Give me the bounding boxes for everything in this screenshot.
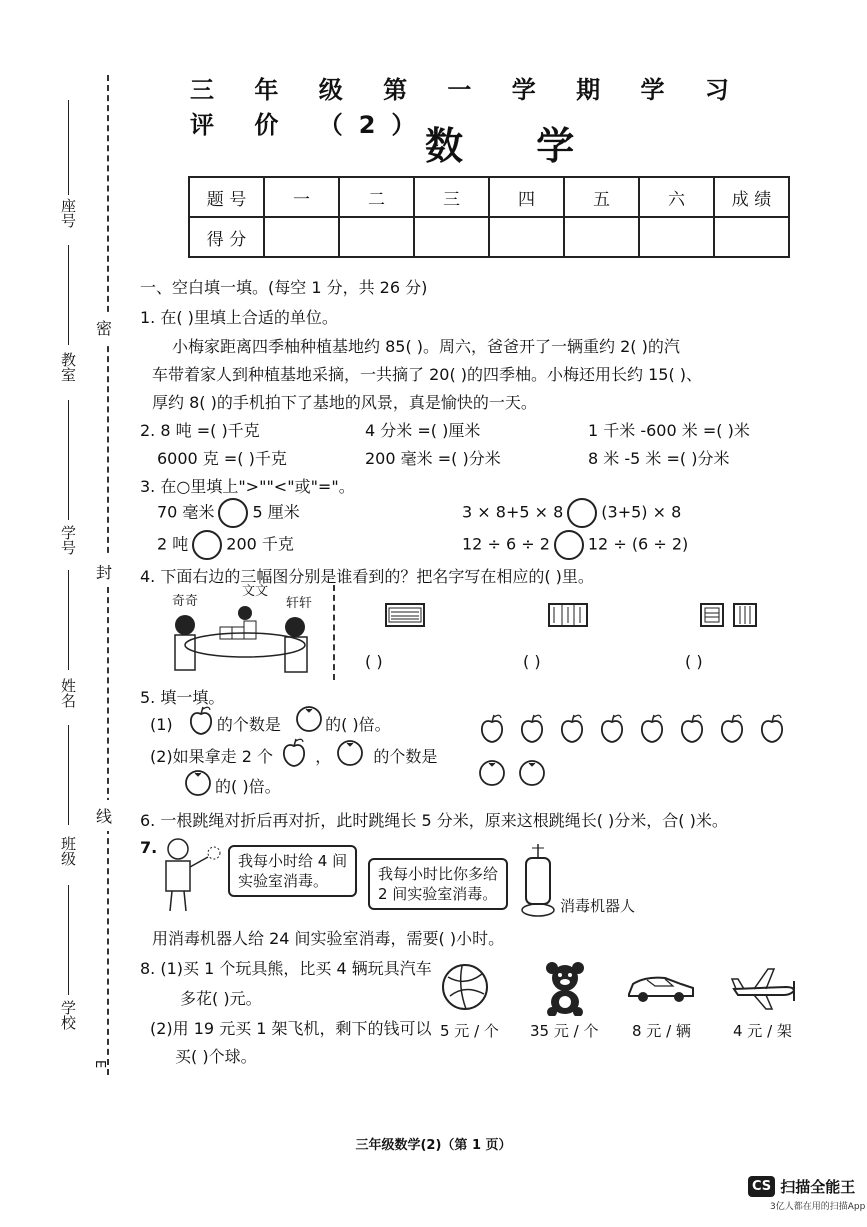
subject-title: 数 学 (425, 124, 605, 168)
q7-robot-label: 消毒机器人 (560, 897, 636, 915)
apple-icon (722, 715, 742, 742)
q4-name-xuanxuan: 轩轩 (286, 596, 313, 611)
orange-icon (186, 771, 210, 795)
q4-stem: 4. 下面右边的三幅图分别是谁看到的？把名字写在相应的( )里。 (140, 567, 594, 586)
apple-icon (762, 715, 782, 742)
q3-c-left: 2 吨 (157, 534, 189, 554)
q3-b-left: 3 × 8+5 × 8 (462, 502, 564, 522)
toy-car-icon (625, 970, 697, 1006)
q2-f: 8 米 -5 米 =( )分米 (588, 449, 730, 468)
q7-question: 用消毒机器人给 24 间实验室消毒，需要( )小时。 (152, 929, 505, 948)
seal-mark-2: 封 (96, 556, 112, 587)
ball-icon (440, 962, 490, 1012)
q2-c: 1 千米 -600 米 =( )米 (588, 421, 750, 440)
q3-a-left: 70 毫米 (157, 502, 215, 522)
score-cell: 四 (489, 177, 564, 217)
apple-icon (562, 715, 582, 742)
price-ball: 5 元 / 个 (440, 1022, 499, 1040)
margin-label-name: 姓名 (59, 678, 77, 708)
q5-p2-text-a: (2)如果拿走 2 个 (150, 747, 274, 766)
q5-p1-text: 的个数是 (216, 715, 281, 734)
margin-label-seat: 座号 (59, 198, 77, 228)
q5-p2-comma: ， (315, 747, 332, 766)
q3-d-right: 12 ÷ (6 ÷ 2) (587, 534, 689, 554)
q7-bubble-robot (368, 858, 508, 910)
q2-b: 4 分米 =( )厘米 (365, 421, 481, 440)
q4-answer-2[interactable]: ( ) (523, 652, 541, 671)
q7-bubble2-line2: 2 间实验室消毒。 (378, 885, 498, 903)
score-cell: 一 (264, 177, 339, 217)
q4-answer-3[interactable]: ( ) (685, 652, 703, 671)
seal-mark-3: 线 (96, 800, 112, 831)
q3-b-right: (3+5) × 8 (601, 502, 682, 522)
orange-icon (297, 707, 321, 731)
apple-icon (191, 707, 211, 734)
q2-d: 6000 克 =( )千克 (157, 449, 287, 468)
margin-label-student-id: 学号 (59, 525, 77, 555)
orange-icon (480, 761, 504, 785)
q7-bubble1-line1: 我每小时给 4 间 (238, 852, 348, 870)
q8-p1-line1: 8. (1)买 1 个玩具熊，比买 4 辆玩具汽车 (140, 959, 432, 978)
apple-icon (602, 715, 622, 742)
toy-plane-icon (728, 965, 798, 1011)
apple-icon (522, 715, 542, 742)
q4-name-wenwen: 文文 (242, 584, 269, 599)
q4-answer-1[interactable]: ( ) (365, 652, 383, 671)
q8-p2-line2: 买( )个球。 (175, 1047, 257, 1066)
section-heading: 一、空白填一填。(每空 1 分，共 26 分) (140, 278, 428, 297)
q3-stem: 3. 在○里填上">""<"或"="。 (140, 477, 355, 496)
price-plane: 4 元 / 架 (733, 1022, 792, 1040)
score-cell: 五 (564, 177, 639, 217)
q2-e: 200 毫米 =( )分米 (365, 449, 501, 468)
q5-p2-text-b: 的个数是 (373, 747, 438, 766)
cs-tagline: 3亿人都在用的扫描App (770, 1202, 866, 1212)
q4-name-qiqi: 奇奇 (172, 594, 199, 609)
q5-stem: 5. 填一填。 (140, 688, 225, 707)
price-bear: 35 元 / 个 (530, 1022, 599, 1040)
margin-label-school: 学校 (59, 1000, 77, 1030)
q8-p1-line2: 多花( )元。 (180, 989, 262, 1008)
q5-fruit-group (475, 712, 805, 792)
q5-p2-text-c: 的( )倍。 (215, 777, 281, 796)
orange-icon (338, 741, 362, 765)
scanner-watermark (748, 1176, 865, 1212)
q7-bubble2-line1: 我每小时比你多给 (378, 865, 499, 883)
q6: 6. 一根跳绳对折后再对折，此时跳绳长 5 分米，原来这根跳绳长( )分米，合( )米。 (140, 811, 728, 830)
score-cell: 成 绩 (714, 177, 789, 217)
q7-bubble-worker (228, 845, 357, 897)
cs-logo: CS (748, 1176, 775, 1197)
q1-line-3: 厚约 8( )的手机拍下了基地的风景，真是愉快的一天。 (152, 393, 537, 412)
apple-icon (284, 739, 304, 766)
price-car: 8 元 / 辆 (632, 1022, 691, 1040)
cs-name: 扫描全能王 (780, 1178, 856, 1196)
score-cell: 六 (639, 177, 714, 217)
q7-bubble1-line2: 实验室消毒。 (238, 872, 329, 890)
q2-a: 2. 8 吨 =( )千克 (140, 421, 260, 440)
score-cell: 得 分 (189, 217, 264, 257)
teddy-bear-icon (540, 960, 590, 1016)
q7-num: 7. (140, 838, 158, 857)
q3-d-left: 12 ÷ 6 ÷ 2 (462, 534, 550, 554)
seal-mark-1: 密 (96, 312, 112, 343)
margin-mark: E (92, 1060, 107, 1069)
margin-label-room: 教室 (59, 352, 77, 382)
q3-c-right: 200 千克 (226, 534, 294, 554)
q7-robot-illustration (518, 840, 558, 918)
q1-stem: 1. 在( )里填上合适的单位。 (140, 308, 338, 327)
page-footer: 三年级数学(2)（第 1 页） (355, 1138, 512, 1153)
q5-p1-blank: 的( )倍。 (325, 715, 391, 734)
q5-p1-label: (1) (150, 715, 173, 734)
score-cell: 二 (339, 177, 414, 217)
apple-icon (682, 715, 702, 742)
page-title: 三 年 级 第 一 学 期 学 习 评 价 （2） (190, 76, 745, 139)
q8-p2-line1: (2)用 19 元买 1 架飞机，剩下的钱可以 (150, 1019, 432, 1038)
q7-worker-illustration (150, 835, 230, 913)
q1-line-1: 小梅家距离四季柚种植基地约 85( )。周六，爸爸开了一辆重约 2( )的汽 (172, 337, 680, 356)
margin-label-class: 班级 (59, 836, 77, 866)
score-cell: 题 号 (189, 177, 264, 217)
apple-icon (642, 715, 662, 742)
orange-icon (520, 761, 544, 785)
score-cell: 三 (414, 177, 489, 217)
q3-a-right: 5 厘米 (252, 502, 300, 522)
q1-line-2: 车带着家人到种植基地采摘，一共摘了 20( )的四季柚。小梅还用长约 15( )、 (152, 365, 703, 384)
apple-icon (482, 715, 502, 742)
